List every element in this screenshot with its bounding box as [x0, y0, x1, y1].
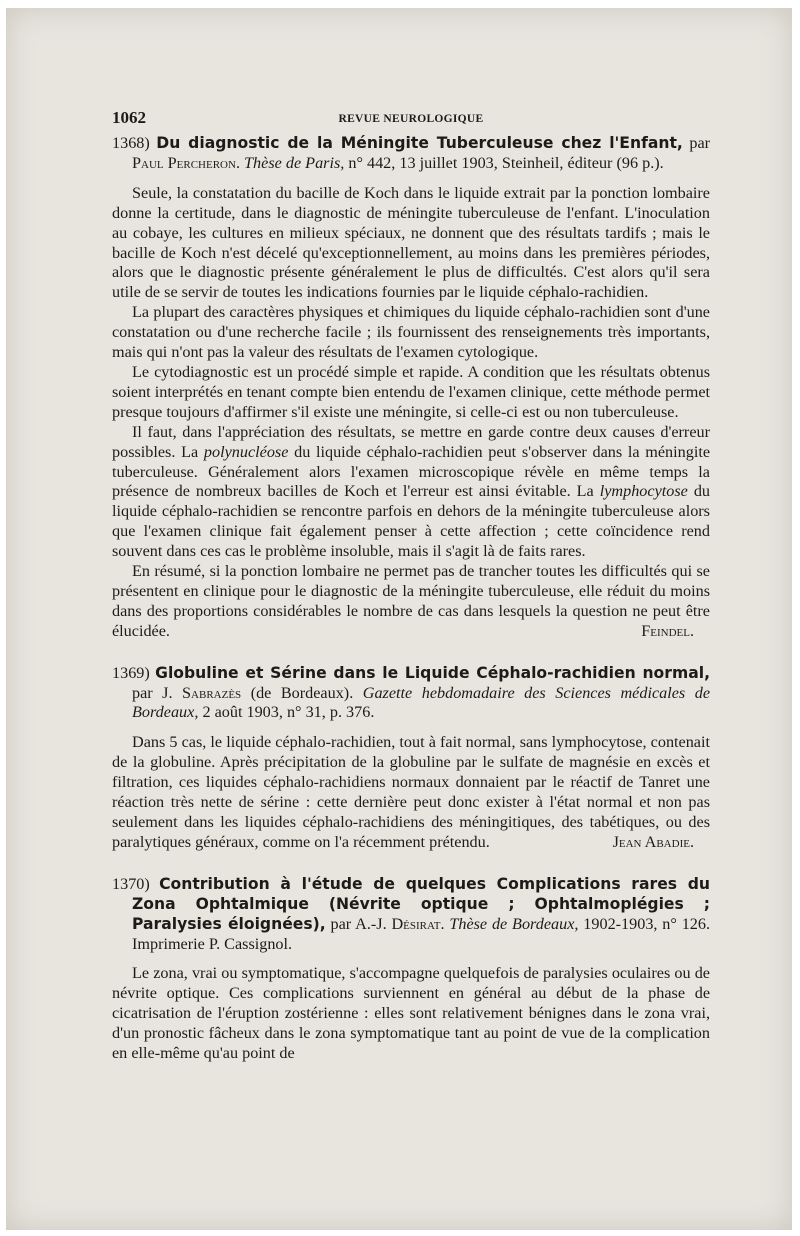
entry-number: 1368): [112, 134, 150, 152]
entry-by: par J.: [132, 683, 173, 702]
content-column: [112, 100, 710, 1064]
entry-number: 1369): [112, 663, 150, 682]
review-entry-1370: [112, 875, 710, 1064]
entry-title: Contribution à l'étude de quelques Complications rares du Zona Ophtalmique (Névrite optique ; Ophtalmoplégies ; Paralysies éloignées),: [132, 874, 710, 933]
signature: Feindel.: [641, 621, 694, 640]
entry-by: par: [689, 134, 711, 152]
entry-title: Du diagnostic de la Méningite Tuberculeuse chez l'Enfant,: [156, 134, 683, 152]
running-title: REVUE NEUROLOGIQUE: [338, 113, 484, 125]
entry-author: Paul Percheron.: [132, 153, 240, 172]
review-entry-1368: [112, 134, 710, 642]
entry-details: 1902-1903, n° 126. Imprimerie P. Cassignol.: [132, 914, 711, 953]
paragraph: La plupart des caractères physiques et chimiques du liquide céphalo-rachidien sont d'une constatation ou d'une recherche facile ; ils fournissent des renseignements très importants, mais qui n'ont pas la valeur des résultats de l'examen cytologique.: [112, 303, 710, 362]
paragraph: Seule, la constatation du bacille de Koch dans le liquide extrait par la ponction lombaire donne la certitude, dans le diagnostic de méningite tuberculeuse de l'enfant. L'inoculation au cobaye, les cultures en milieux spéciaux, ne donnent que des résultats tardifs ; mais le bacille de Koch n'est décelé qu'exceptionnellement, au moins dans les premières périodes, alors que le diagnostic présente généralement le plus de difficultés. C'est alors qu'il sera utile de se servir de toutes les indications fournies par le liquide céphalo-rachidien.: [112, 183, 710, 302]
paragraph-text: Il faut, dans l'appréciation des résultats, se mettre en garde contre deux causes d'erreur possibles. La: [112, 422, 710, 461]
paragraph-text: En résumé, si la ponction lombaire ne permet pas de trancher toutes les difficultés qui se présentent en clinique pour le diagnostic de la méningite tuberculeuse, elle réduit du moins dans des proportions considérables le nombre de cas dans lesquels la question ne peut être élucidée.: [112, 562, 710, 640]
entry-details: 2 août 1903, n° 31, p. 376.: [202, 703, 375, 722]
italic-term: lymphocytose: [599, 482, 688, 501]
entry-heading: [112, 875, 710, 955]
paragraph: [112, 733, 710, 852]
entry-author: Sabrazès: [182, 683, 242, 702]
entry-author: Désirat.: [391, 914, 445, 933]
paragraph: [112, 562, 710, 642]
entry-heading: [112, 134, 710, 174]
entry-source: Thèse de Paris,: [244, 153, 345, 172]
page: [6, 8, 792, 1230]
entry-heading: [112, 664, 710, 724]
review-entry-1369: [112, 664, 710, 853]
entry-title: Globuline et Sérine dans le Liquide Céphalo-rachidien normal,: [155, 663, 710, 682]
paragraph: [112, 423, 710, 562]
signature: Jean Abadie.: [612, 832, 694, 851]
paragraph: Le zona, vrai ou symptomatique, s'accompagne quelquefois de paralysies oculaires ou de névrite optique. Ces complications surviennent en général au début de la phase de cicatrisation de l'éruption zostérienne : elles sont relativement bénignes dans le zona vrai, d'un pronostic fâcheux dans le zona symptomatique tant au point de vue de la complication en elle-même qu'au point de: [112, 964, 710, 1063]
italic-term: polynucléose: [203, 442, 289, 461]
entry-source: Gazette hebdomadaire des Sciences médicales de Bordeaux,: [132, 683, 711, 722]
paragraph: Le cytodiagnostic est un procédé simple et rapide. A condition que les résultats obtenus soient interprétés en tenant compte bien entendu de l'examen clinique, cette méthode permet presque toujours d'affirmer s'il existe une méningite, si celle-ci est ou non tuberculeuse.: [112, 362, 710, 421]
entry-source: Thèse de Bordeaux,: [449, 914, 579, 933]
entry-details: n° 442, 13 juillet 1903, Steinheil, éditeur (96 p.).: [348, 153, 664, 172]
paragraph-text: du liquide céphalo-rachidien se rencontre parfois en dehors de la méningite tuberculeuse alors que l'examen clinique fait également penser à cette affection ; cette coïncidence rend souvent dans ces cas le problème insoluble, mais il s'agit là de faits rares.: [112, 482, 711, 561]
entry-by: par A.-J.: [330, 914, 387, 933]
paragraph-text: du liquide céphalo-rachidien peut s'observer dans la méningite tuberculeuse. Généralement alors l'examen microscopique révèle en même temps la présence de nombreux bacilles de Koch et l'erreur est ainsi évitable. La: [112, 442, 711, 501]
entry-number: 1370): [112, 874, 150, 893]
entry-affiliation: (de Bordeaux).: [250, 683, 354, 702]
page-number: 1062: [112, 108, 146, 127]
page-header: [112, 100, 710, 126]
paragraph-text: Dans 5 cas, le liquide céphalo-rachidien, tout à fait normal, sans lymphocytose, contenait de la globuline. Après précipitation de la globuline par le sulfate de magnésie en excès et filtration, ces liquides céphalo-rachidiens normaux donnaient par le réactif de Tanret une réaction très nette de sérine : cette dernière peut donc exister à l'état normal et non pas seulement dans les liquides céphalo-rachidiens des méningitiques, des tabétiques, ou des paralytiques généraux, comme on l'a récemment prétendu.: [112, 733, 710, 851]
